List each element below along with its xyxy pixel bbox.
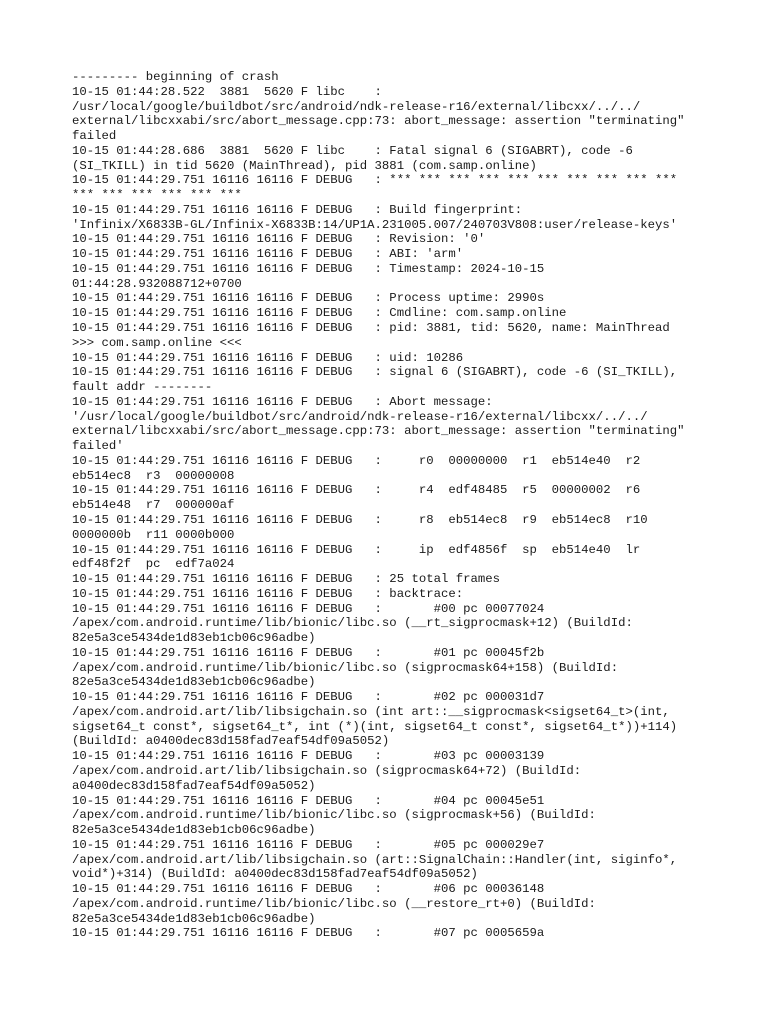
log-line: 10-15 01:44:29.751 16116 16116 F DEBUG : uid: 10286: [72, 350, 464, 365]
log-line: 10-15 01:44:29.751 16116 16116 F DEBUG : Cmdline: com.samp.online: [72, 306, 567, 321]
log-line: --------- beginning of crash: [72, 70, 279, 84]
log-line: 10-15 01:44:29.751 16116 16116 F DEBUG : #04 pc 00045e51: [72, 793, 545, 808]
log-line: 10-15 01:44:29.751 16116 16116 F DEBUG : #00 pc 00077024: [72, 601, 545, 616]
log-line: 10-15 01:44:29.751 16116 16116 F DEBUG : #02 pc 000031d7: [72, 690, 545, 705]
log-line: 10-15 01:44:29.751 16116 16116 F DEBUG : r4 edf48485 r5 00000002 r6: [72, 483, 641, 498]
log-line: 10-15 01:44:29.751 16116 16116 F DEBUG : Revision: '0': [72, 232, 486, 247]
log-line: /apex/com.android.runtime/lib/bionic/libc.so (sigprocmask+56) (BuildId:: [72, 808, 596, 823]
log-line: eb514e48 r7 000000af: [72, 498, 235, 513]
log-line: 10-15 01:44:29.751 16116 16116 F DEBUG : Timestamp: 2024-10-15: [72, 261, 545, 276]
log-line: /apex/com.android.art/lib/libsigchain.so (art::SignalChain::Handler(int, siginfo*,: [72, 852, 678, 867]
log-line: fault addr --------: [72, 380, 213, 395]
log-line: 'Infinix/X6833B-GL/Infinix-X6833B:14/UP1A.231005.007/240703V808:user/release-keys': [72, 217, 678, 232]
log-line: edf48f2f pc edf7a024: [72, 557, 235, 572]
log-line: 82e5a3ce5434de1d83eb1cb06c96adbe): [72, 823, 316, 838]
log-line: sigset64_t const*, sigset64_t*, int (*)(int, sigset64_t const*, sigset64_t*))+114): [72, 719, 678, 734]
log-line: 10-15 01:44:28.522 3881 5620 F libc :: [72, 84, 382, 99]
log-line: 10-15 01:44:29.751 16116 16116 F DEBUG : #07 pc 0005659a: [72, 926, 545, 941]
log-line: /usr/local/google/buildbot/src/android/ndk-release-r16/external/libcxx/../../: [72, 99, 641, 114]
log-line: 82e5a3ce5434de1d83eb1cb06c96adbe): [72, 911, 316, 926]
log-line: 10-15 01:44:29.751 16116 16116 F DEBUG : Process uptime: 2990s: [72, 291, 545, 306]
log-line: /apex/com.android.art/lib/libsigchain.so (sigprocmask64+72) (BuildId:: [72, 763, 582, 778]
log-line: 10-15 01:44:29.751 16116 16116 F DEBUG : pid: 3881, tid: 5620, name: MainThread: [72, 321, 670, 336]
log-line: 10-15 01:44:29.751 16116 16116 F DEBUG : Build fingerprint:: [72, 202, 523, 217]
log-line: 10-15 01:44:29.751 16116 16116 F DEBUG : r8 eb514ec8 r9 eb514ec8 r10: [72, 512, 648, 527]
log-line: void*)+314) (BuildId: a0400dec83d158fad7eaf54df09a5052): [72, 867, 478, 882]
log-line: 10-15 01:44:28.686 3881 5620 F libc : Fatal signal 6 (SIGABRT), code -6: [72, 143, 633, 158]
log-line: 0000000b r11 0000b000: [72, 527, 235, 542]
log-line: (BuildId: a0400dec83d158fad7eaf54df09a5052): [72, 734, 390, 749]
log-line: 01:44:28.932088712+0700: [72, 276, 242, 291]
log-line: 10-15 01:44:29.751 16116 16116 F DEBUG : #01 pc 00045f2b: [72, 645, 545, 660]
log-line: 10-15 01:44:29.751 16116 16116 F DEBUG : #06 pc 00036148: [72, 882, 545, 897]
log-line: /apex/com.android.runtime/lib/bionic/libc.so (sigprocmask64+158) (BuildId:: [72, 660, 619, 675]
log-line: *** *** *** *** *** ***: [72, 188, 242, 203]
log-line: 82e5a3ce5434de1d83eb1cb06c96adbe): [72, 675, 316, 690]
log-line: 10-15 01:44:29.751 16116 16116 F DEBUG : ip edf4856f sp eb514e40 lr: [72, 542, 641, 557]
log-line: /apex/com.android.art/lib/libsigchain.so (int art::__sigprocmask<sigset64_t>(int,: [72, 704, 670, 719]
log-line: 10-15 01:44:29.751 16116 16116 F DEBUG : *** *** *** *** *** *** *** *** *** ***: [72, 173, 678, 188]
log-line: /apex/com.android.runtime/lib/bionic/libc.so (__rt_sigprocmask+12) (BuildId:: [72, 616, 633, 631]
log-line: 10-15 01:44:29.751 16116 16116 F DEBUG : r0 00000000 r1 eb514e40 r2: [72, 453, 641, 468]
crash-log-text: [72, 70, 712, 941]
log-line: failed': [72, 439, 124, 454]
log-line: 10-15 01:44:29.751 16116 16116 F DEBUG : backtrace:: [72, 586, 464, 601]
log-line: 10-15 01:44:29.751 16116 16116 F DEBUG : 25 total frames: [72, 572, 501, 587]
log-line: 10-15 01:44:29.751 16116 16116 F DEBUG : signal 6 (SIGABRT), code -6 (SI_TKILL),: [72, 365, 678, 380]
log-line: eb514ec8 r3 00000008: [72, 468, 235, 483]
log-line: 10-15 01:44:29.751 16116 16116 F DEBUG : ABI: 'arm': [72, 247, 464, 262]
log-line: 10-15 01:44:29.751 16116 16116 F DEBUG : Abort message:: [72, 394, 493, 409]
log-line: 10-15 01:44:29.751 16116 16116 F DEBUG : #05 pc 000029e7: [72, 837, 545, 852]
log-line: external/libcxxabi/src/abort_message.cpp:73: abort_message: assertion "terminating": [72, 114, 685, 129]
log-line: failed: [72, 129, 117, 144]
log-line: 10-15 01:44:29.751 16116 16116 F DEBUG : #03 pc 00003139: [72, 749, 545, 764]
log-line: /apex/com.android.runtime/lib/bionic/libc.so (__restore_rt+0) (BuildId:: [72, 896, 596, 911]
log-line: >>> com.samp.online <<<: [72, 335, 242, 350]
log-line: (SI_TKILL) in tid 5620 (MainThread), pid 3881 (com.samp.online): [72, 158, 537, 173]
log-line: 82e5a3ce5434de1d83eb1cb06c96adbe): [72, 631, 316, 646]
log-line: external/libcxxabi/src/abort_message.cpp:73: abort_message: assertion "terminating": [72, 424, 685, 439]
log-line: '/usr/local/google/buildbot/src/android/ndk-release-r16/external/libcxx/../../: [72, 409, 648, 424]
log-line: a0400dec83d158fad7eaf54df09a5052): [72, 778, 316, 793]
